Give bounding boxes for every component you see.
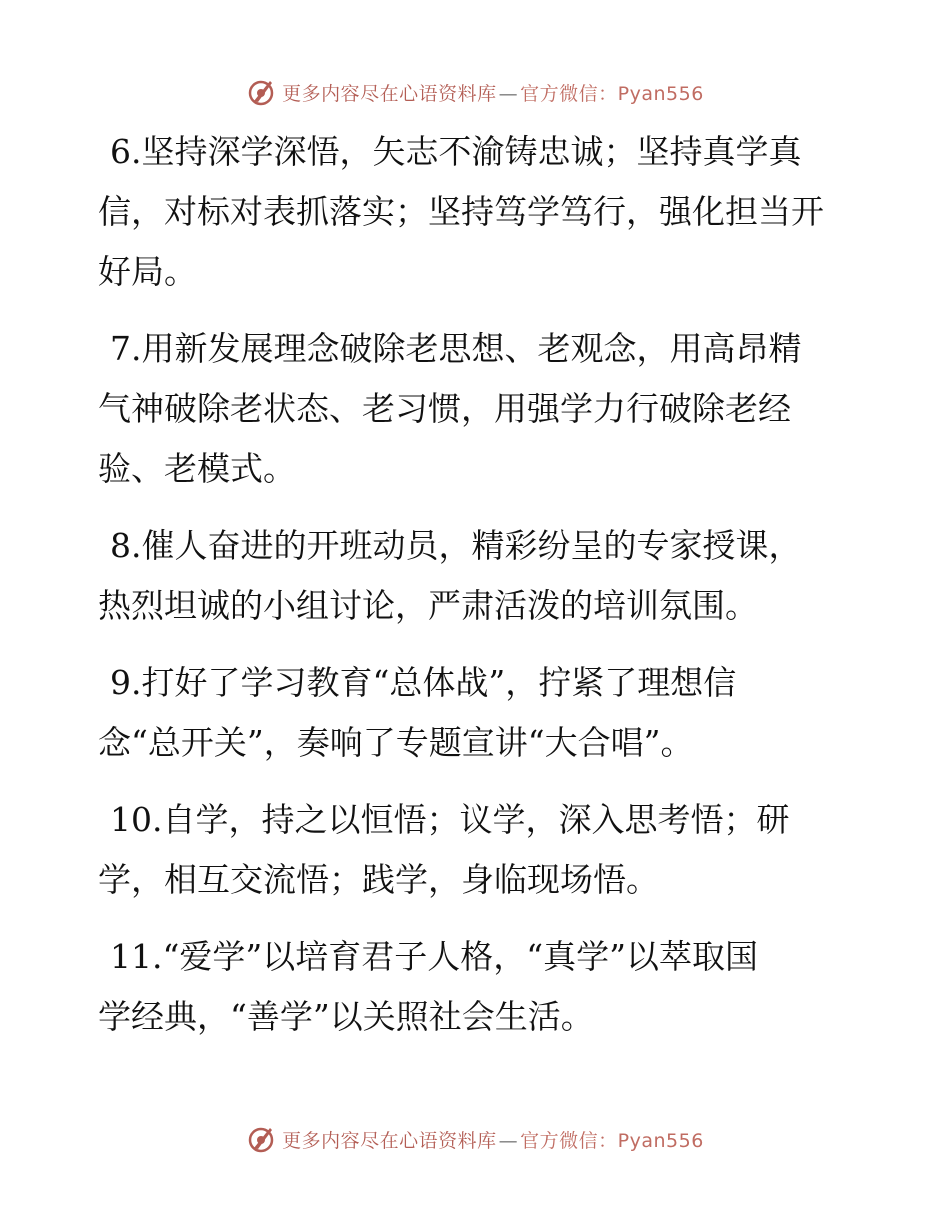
paragraph-10: 10.自学，持之以恒悟；议学，深入思考悟；研 学，相互交流悟；践学，身临现场悟。 xyxy=(98,800,790,899)
header-watermark xyxy=(0,72,950,112)
paragraph-7: 7.用新发展理念破除老思想、老观念，用高昂精 气神破除老状态、老习惯，用强学力行破除老经 验、老模式。 xyxy=(98,329,802,488)
watermark-text: 更多内容尽在心语资料库 — 官方微信：Pyan556 xyxy=(282,1129,704,1152)
paragraph-6: 6.坚持深学深悟，矢志不渝铸忠诚；坚持真学真 信，对标对表抓落实；坚持笃学笃行，强化担当开 好局。 xyxy=(98,132,824,291)
paragraph-8: 8.催人奋进的开班动员，精彩纷呈的专家授课， 热烈坦诚的小组讨论，严肃活泼的培训氛围。 xyxy=(98,526,802,625)
quill-logo-icon xyxy=(246,1124,276,1154)
quill-logo-icon xyxy=(246,77,276,107)
footer-watermark xyxy=(0,1119,950,1159)
paragraph-9: 9.打好了学习教育“总体战”，拧紧了理想信 念“总开关”，奏响了专题宣讲“大合唱”。 xyxy=(98,663,737,762)
document-body xyxy=(98,122,858,1064)
paragraph-11: 11.“爱学”以培育君子人格，“真学”以萃取国 学经典，“善学”以关照社会生活。 xyxy=(98,937,758,1036)
watermark-text: 更多内容尽在心语资料库 — 官方微信：Pyan556 xyxy=(282,82,704,105)
